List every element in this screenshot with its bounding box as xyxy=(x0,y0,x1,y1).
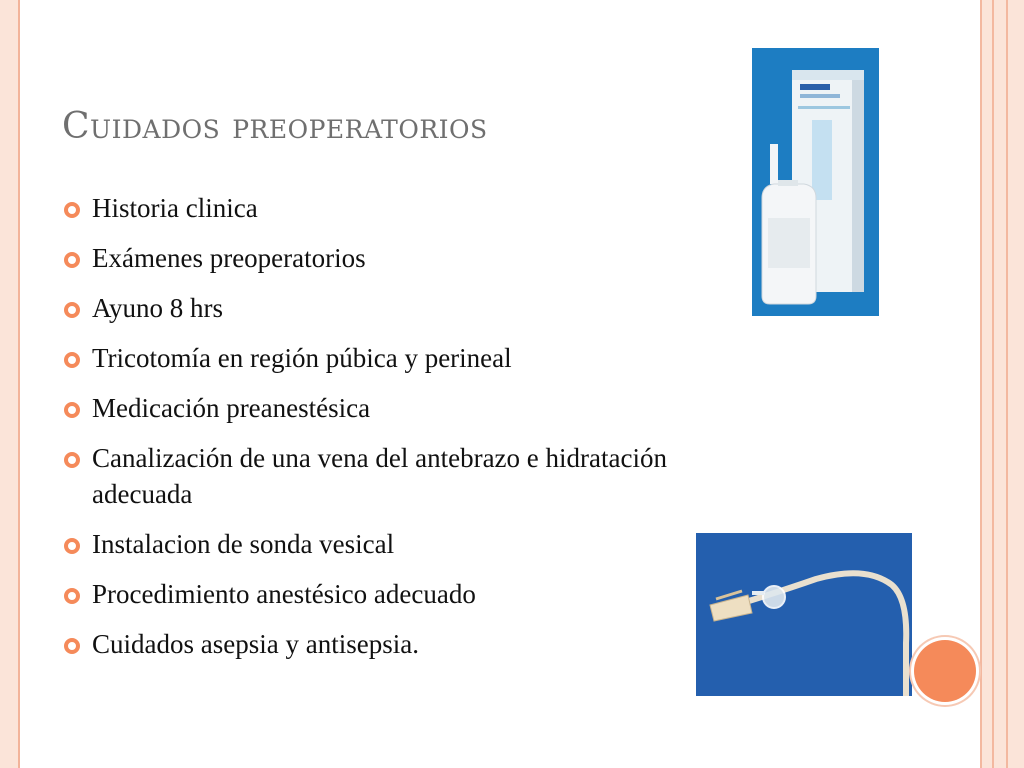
list-item xyxy=(64,190,764,226)
bullet-icon xyxy=(64,588,80,604)
list-item-text: Exámenes preoperatorios xyxy=(92,243,366,273)
bullet-icon xyxy=(64,538,80,554)
bullet-list xyxy=(64,190,764,676)
list-item-text: Cuidados asepsia y antisepsia. xyxy=(92,629,419,659)
list-item-text: Canalización de una vena del antebrazo e hidratación adecuada xyxy=(92,443,667,509)
bullet-icon xyxy=(64,638,80,654)
list-item-text: Procedimiento anestésico adecuado xyxy=(92,579,476,609)
bullet-icon xyxy=(64,352,80,368)
bullet-icon xyxy=(64,402,80,418)
list-item xyxy=(64,626,764,662)
bullet-icon xyxy=(64,202,80,218)
list-item-text: Medicación preanestésica xyxy=(92,393,371,423)
list-item-text: Tricotomía en región púbica y perineal xyxy=(92,343,512,373)
list-item-text: Instalacion de sonda vesical xyxy=(92,529,395,559)
foley-catheter-image xyxy=(696,533,912,696)
list-item xyxy=(64,390,764,426)
enema-bottle-illustration xyxy=(752,48,879,316)
list-item xyxy=(64,440,764,512)
list-item xyxy=(64,526,764,562)
bullet-icon xyxy=(64,302,80,318)
bullet-icon xyxy=(64,252,80,268)
decorative-orange-circle xyxy=(914,640,976,702)
list-item-text: Ayuno 8 hrs xyxy=(92,293,224,323)
slide-right-border xyxy=(976,0,1024,768)
slide-title: Cuidados preoperatorios xyxy=(62,106,488,147)
list-item xyxy=(64,240,764,276)
list-item-text: Historia clinica xyxy=(92,193,258,223)
list-item xyxy=(64,340,764,376)
list-item xyxy=(64,290,764,326)
enema-bottle-image xyxy=(752,48,879,316)
bullet-icon xyxy=(64,452,80,468)
list-item xyxy=(64,576,764,612)
catheter-illustration xyxy=(696,533,912,696)
slide-left-border xyxy=(0,0,20,768)
